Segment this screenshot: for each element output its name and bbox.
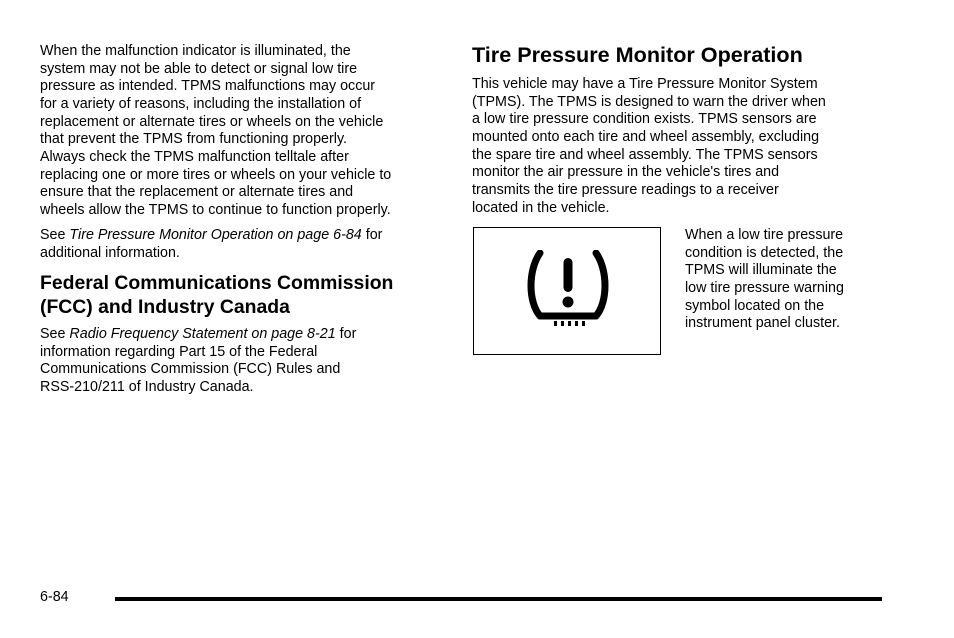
icon-caption: When a low tire pressure condition is detected, the TPMS will illuminate the low tire pressure warning symbol located on the instrument panel cluster. [685,227,844,332]
icon-frame [473,227,661,355]
tpms-page-link[interactable]: Tire Pressure Monitor Operation on page 6-84 [69,227,362,243]
radio-frequency-page-link[interactable]: Radio Frequency Statement on page 8-21 [69,326,336,342]
see-reference-radio [40,326,356,397]
see-reference-tpms-prefix: See [40,227,70,243]
see-reference-radio-prefix: See [40,326,70,342]
fcc-heading: Federal Communications Commission (FCC) and Industry Canada [40,272,394,318]
page-number: 6-84 [40,589,69,605]
malfunction-paragraph: When the malfunction indicator is illuminated, the system may not be able to detect or signal low tire pressure as intended. TPMS malfunctions may occur for a variety of reasons, including the installation of replacement or alternate tires or wheels on the vehicle that prevent the TPMS from functioning properly. Always check the TPMS malfunction telltale after replacing one or more tires or wheels on your vehicle to ensure that the replacement or alternate tires and wheels allow the TPMS to continue to function properly. [40,43,392,218]
footer-rule [115,597,882,601]
tpms-heading: Tire Pressure Monitor Operation [472,42,803,67]
low-tire-pressure-warning-icon [526,250,610,330]
see-reference-tpms-suffix: for additional information. [40,227,383,261]
tpms-intro-paragraph: This vehicle may have a Tire Pressure Monitor System (TPMS). The TPMS is designed to warn the driver when a low tire pressure condition exists. TPMS sensors are mounted onto each tire and wheel assembly, excluding the spare tire and wheel assembly. The TPMS sensors monitor the air pressure in the vehicle's tires and transmits the tire pressure readings to a receiver located in the vehicle. [472,76,826,216]
see-reference-radio-suffix: for information regarding Part 15 of the Federal Communications Commission (FCC) Rules and RSS-210/211 of Industry Canada. [40,326,357,395]
see-reference-tpms [40,227,382,262]
